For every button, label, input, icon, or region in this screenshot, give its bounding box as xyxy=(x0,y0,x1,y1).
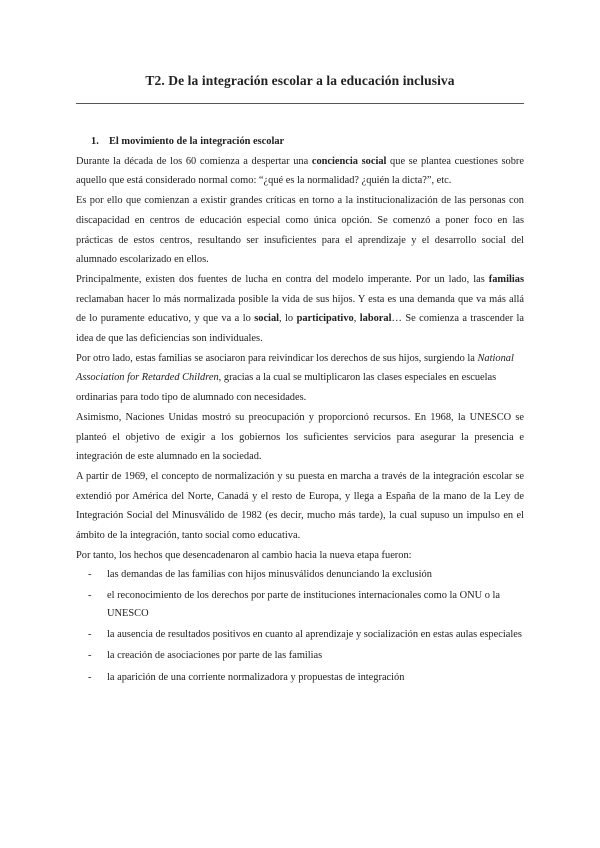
list-item-text: el reconocimiento de los derechos por parte de instituciones internacionales como la ONU o la UNESCO xyxy=(107,589,500,620)
list-item-text: la creación de asociaciones por parte de las familias xyxy=(107,650,323,662)
list-item xyxy=(76,668,524,687)
list-item-text: la aparición de una corriente normalizadora y propuestas de integración xyxy=(107,671,405,683)
paragraph-4-text-a: Por otro lado, estas familias se asociaron para reivindicar los derechos de sus hijos, surgiendo la xyxy=(76,352,478,364)
paragraph-1-text-c: que se plantea cuestiones sobre aquello que está considerado normal como: “¿qué es la normalidad? ¿quién la dicta?”, etc. xyxy=(76,155,524,187)
document-body xyxy=(76,132,524,689)
paragraph-5: Asimismo, Naciones Unidas mostró su preocupación y proporcionó recursos. En 1968, la UNESCO se planteó el objetivo de exigir a los gobiernos los suficientes servicios para asegurar la presencia e integración de este alumnado en la sociedad. xyxy=(76,411,524,463)
section-heading-text: El movimiento de la integración escolar xyxy=(109,136,285,147)
paragraph-4-text-c: , gracias a la cual se multiplicaron las clases especiales en escuelas ordinarias para todo tipo de alumnado con necesidades. xyxy=(76,372,497,404)
paragraph-3-text-e: , lo xyxy=(279,313,297,325)
list-item-text: las demandas de las familias con hijos minusválidos denunciando la exclusión xyxy=(107,569,432,581)
list-item xyxy=(76,626,524,645)
paragraph-1 xyxy=(76,152,524,191)
bullet-dash: - xyxy=(88,589,92,601)
paragraph-1-text-a: Durante la década de los 60 comienza a despertar una xyxy=(76,155,312,167)
paragraph-3-bold-participativo: participativo xyxy=(296,313,354,325)
paragraph-4 xyxy=(76,349,524,408)
list-item xyxy=(76,646,524,665)
bullet-dash: - xyxy=(88,569,92,581)
section-heading xyxy=(91,132,524,152)
section-number: 1. xyxy=(91,136,99,147)
paragraph-3 xyxy=(76,270,524,349)
paragraph-7: Por tanto, los hechos que desencadenaron al cambio hacia la nueva etapa fueron: xyxy=(76,549,412,561)
paragraph-1-bold-term: conciencia social xyxy=(311,155,387,167)
paragraph-4-italic-organization: National Association for Retarded Children xyxy=(76,352,514,384)
paragraph-3-text-g: , xyxy=(353,313,360,325)
paragraph-2: Es por ello que comienzan a existir grandes críticas en torno a la institucionalización de las personas con discapacidad en centros de educación especial como única opción. Se comenzó a poner foco en las prácticas de estos centros, resultando ser insuficientes para el aprendizaje y el desarrollo social del alumnado escolarizado en ellos. xyxy=(76,195,524,266)
paragraph-6: A partir de 1969, el concepto de normalización y su puesta en marcha a través de la integración escolar se extendió por América del Norte, Canadá y el resto de Europa, y llega a España de la mano de la Ley de Integración Social del Minusválido de 1982 (es decir, mucho más tarde), la cual supuso un impulso en el ámbito de la integración, tanto social como educativa. xyxy=(76,470,524,542)
bullet-dash: - xyxy=(88,671,92,683)
bullet-dash: - xyxy=(88,628,92,640)
paragraph-3-bold-familias: familias xyxy=(488,273,524,285)
bullet-list xyxy=(76,565,524,686)
paragraph-3-bold-social: social xyxy=(254,313,280,325)
page-title: T2. De la integración escolar a la educación inclusiva xyxy=(145,73,455,88)
paragraph-3-text-c: reclamaban hacer lo más normalizada posible la vida de sus hijos. Y esta es una demanda que va más allá de lo puramente educativo, y que va a lo xyxy=(76,293,524,325)
paragraph-3-text-i: … Se comienza a trascender la idea de que las deficiencias son individuales. xyxy=(76,313,524,345)
bullet-dash: - xyxy=(88,650,92,662)
title-divider xyxy=(76,103,524,104)
list-item xyxy=(76,565,524,584)
list-item xyxy=(76,587,524,624)
list-item-text: la ausencia de resultados positivos en cuanto al aprendizaje y socialización en estas aulas especiales xyxy=(107,628,522,640)
paragraph-3-bold-laboral: laboral xyxy=(359,313,392,325)
paragraph-3-text-a: Principalmente, existen dos fuentes de lucha en contra del modelo imperante. Por un lado, las xyxy=(76,273,489,285)
